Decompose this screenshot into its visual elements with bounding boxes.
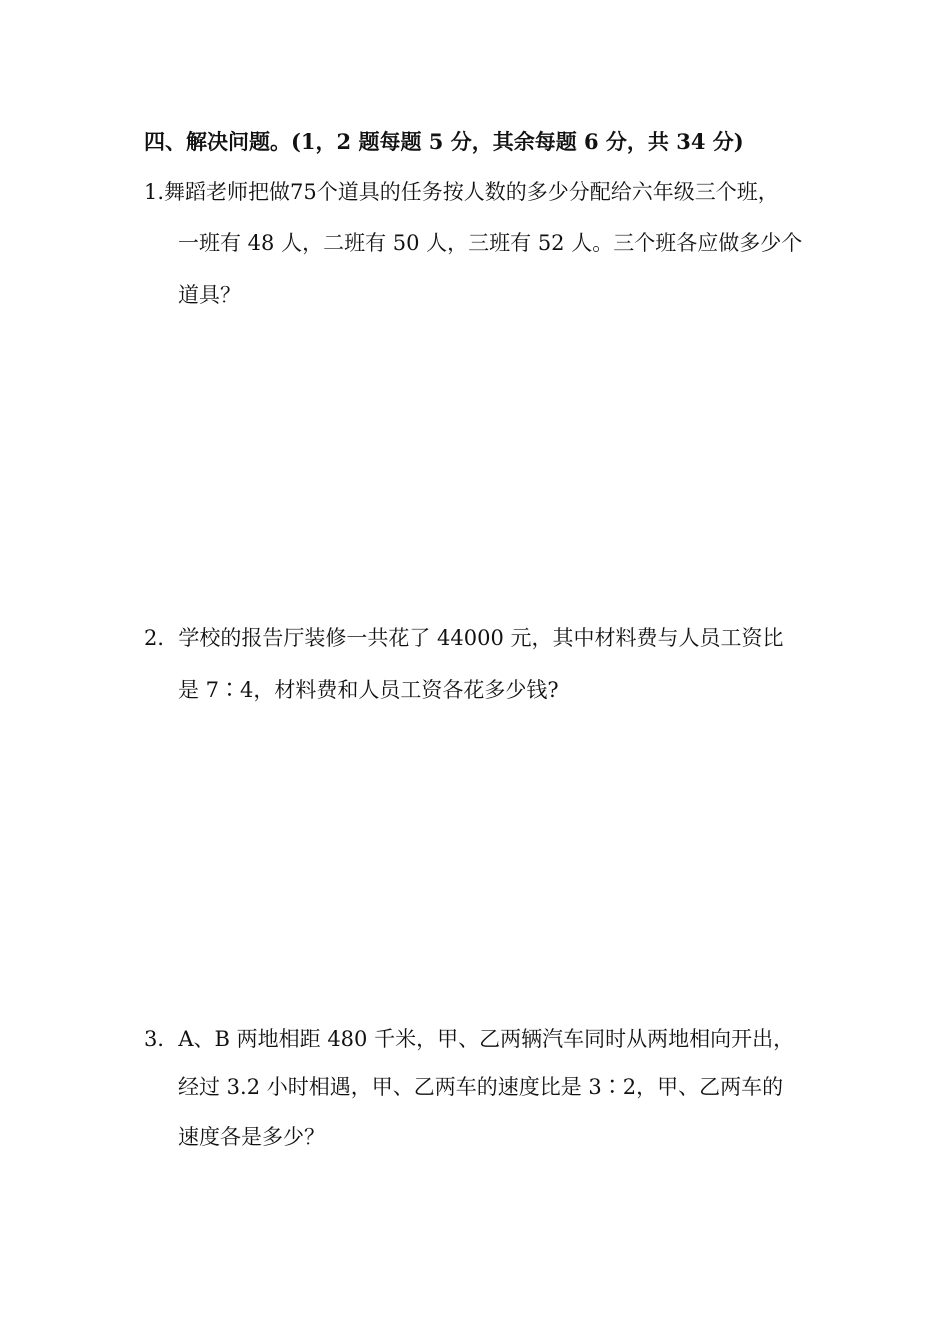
problem-1-first-line bbox=[144, 178, 779, 206]
problem-number: 3． bbox=[144, 1027, 179, 1051]
problem-number: 1. bbox=[144, 180, 165, 204]
problem-3-first-line bbox=[144, 1025, 794, 1053]
problem-text: 经过 3.2 小时相遇，甲、乙两车的速度比是 3∶2，甲、乙两车的 bbox=[178, 1075, 784, 1099]
problem-text: 学校的报告厅装修一共花了 44000 元，其中材料费与人员工资比 bbox=[178, 626, 784, 650]
section-heading: 四、解决问题。(1，2 题每题 5 分，其余每题 6 分，共 34 分) bbox=[144, 129, 744, 154]
problem-text: A、B 两地相距 480 千米，甲、乙两辆汽车同时从两地相向开出， bbox=[178, 1027, 795, 1051]
problem-text: 一班有 48 人，二班有 50 人，三班有 52 人。三个班各应做多少个 bbox=[178, 231, 803, 255]
problem-text: 道具？ bbox=[178, 283, 241, 307]
problem-2-first-line bbox=[144, 624, 784, 652]
problem-text: 速度各是多少？ bbox=[178, 1125, 325, 1149]
problem-text: 舞蹈老师把做75个道具的任务按人数的多少分配给六年级三个班， bbox=[164, 180, 779, 204]
problem-text: 是 7∶4，材料费和人员工资各花多少钱? bbox=[178, 678, 559, 702]
problem-number: 2． bbox=[144, 626, 179, 650]
